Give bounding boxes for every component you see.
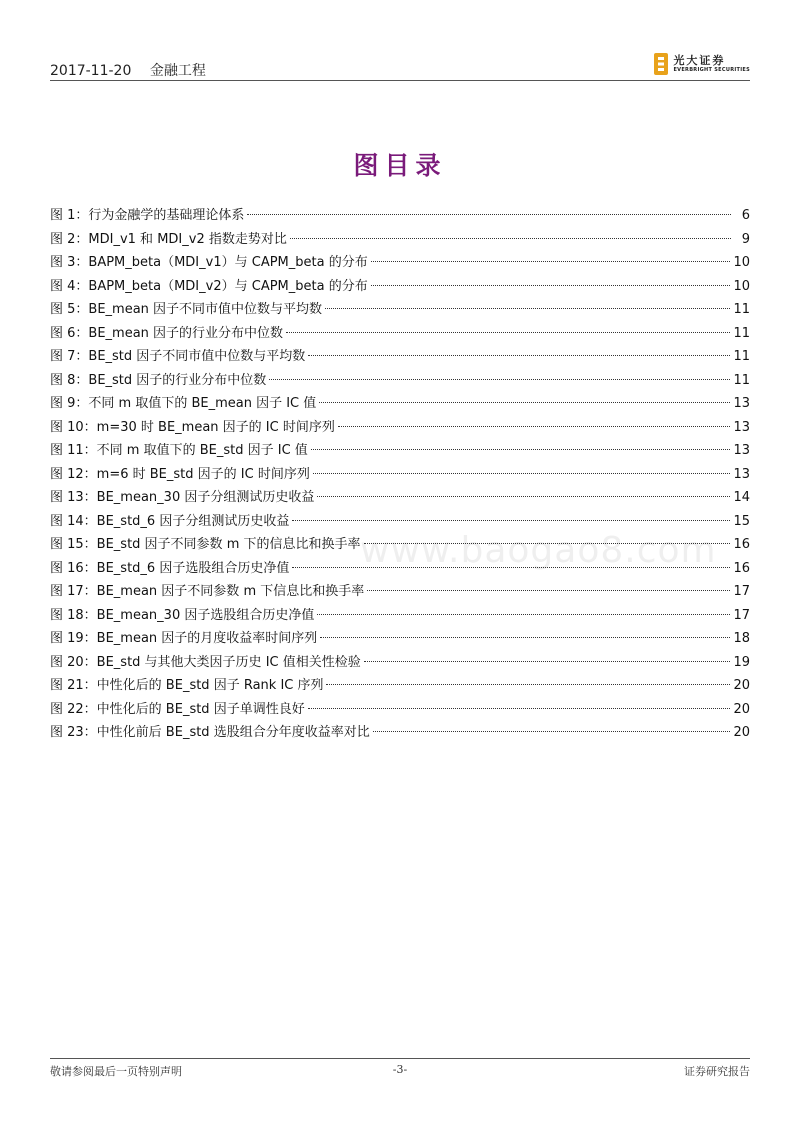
toc-entry[interactable] [50,369,750,393]
toc-leader-dots [269,379,730,380]
toc-leader-dots [286,332,730,333]
toc-leader-dots [247,214,731,215]
toc-leader-dots [292,520,730,521]
toc-entry[interactable] [50,557,750,581]
toc-entry-page[interactable]: 13 [733,396,750,411]
toc-entry-label[interactable]: 图 10：m=30 时 BE_mean 因子的 IC 时间序列 [50,419,335,435]
logo-text [673,55,750,74]
toc-entry-label[interactable]: 图 21：中性化后的 BE_std 因子 Rank IC 序列 [50,678,324,693]
toc-leader-dots [371,261,731,262]
toc-entry-label[interactable]: 图 20：BE_std 与其他大类因子历史 IC 值相关性检验 [50,654,361,670]
toc-entry-label[interactable]: 图 11：不同 m 取值下的 BE_std 因子 IC 值 [50,443,308,458]
toc-entry-label[interactable]: 图 4：BAPM_beta（MDI_v2）与 CAPM_beta 的分布 [50,278,368,294]
toc-entry-page[interactable]: 11 [733,372,750,388]
toc-entry-page[interactable]: 20 [733,725,750,740]
toc-entry-page[interactable]: 10 [733,278,750,294]
toc-entry-label[interactable]: 图 7：BE_std 因子不同市值中位数与平均数 [50,349,306,364]
toc-entry-label[interactable]: 图 16：BE_std_6 因子选股组合历史净值 [50,560,290,576]
toc-entry-page[interactable]: 19 [733,654,750,670]
toc-entry[interactable] [50,651,750,675]
toc-entry-page[interactable]: 6 [741,208,750,223]
toc-entry-label[interactable]: 图 12：m=6 时 BE_std 因子的 IC 时间序列 [50,466,310,482]
toc-leader-dots [308,355,730,356]
report-category: 金融工程 [149,63,206,79]
toc-entry-page[interactable]: 13 [733,419,750,435]
toc-entry[interactable] [50,275,750,299]
toc-entry-label[interactable]: 图 18：BE_mean_30 因子选股组合历史净值 [50,607,315,623]
toc-entry-label[interactable]: 图 6：BE_mean 因子的行业分布中位数 [50,325,284,341]
toc-entry-page[interactable]: 13 [733,443,750,458]
toc-entry-page[interactable]: 14 [733,490,750,505]
toc-leader-dots [364,661,731,662]
watermark: www.baogao8.com [360,530,717,571]
toc-entry[interactable] [50,251,750,275]
toc-leader-dots [311,449,731,450]
toc-entry-label[interactable]: 图 22：中性化后的 BE_std 因子单调性良好 [50,701,305,717]
toc-entry[interactable] [50,345,750,369]
toc-entry-page[interactable]: 20 [733,701,750,717]
toc-entry-label[interactable]: 图 19：BE_mean 因子的月度收益率时间序列 [50,631,318,646]
toc-entry[interactable] [50,627,750,651]
toc-entry[interactable] [50,228,750,252]
toc-entry-label[interactable]: 图 14：BE_std_6 因子分组测试历史收益 [50,513,290,529]
figure-list [50,204,750,745]
toc-entry[interactable] [50,533,750,557]
toc-entry-page[interactable]: 13 [733,466,750,482]
toc-entry-page[interactable]: 17 [733,607,750,623]
header-info [50,60,206,80]
toc-leader-dots [326,684,730,685]
toc-entry[interactable] [50,721,750,745]
toc-leader-dots [292,567,730,568]
toc-entry-label[interactable]: 图 5：BE_mean 因子不同市值中位数与平均数 [50,302,323,317]
toc-entry-label[interactable]: 图 8：BE_std 因子的行业分布中位数 [50,372,267,388]
toc-entry[interactable] [50,674,750,698]
toc-entry-label[interactable]: 图 3：BAPM_beta（MDI_v1）与 CAPM_beta 的分布 [50,255,368,270]
toc-leader-dots [367,590,730,591]
toc-entry-page[interactable]: 11 [733,302,750,317]
toc-entry[interactable] [50,298,750,322]
toc-entry-label[interactable]: 图 2：MDI_v1 和 MDI_v2 指数走势对比 [50,231,287,247]
company-logo [654,50,750,78]
toc-entry-page[interactable]: 10 [733,255,750,270]
toc-entry[interactable] [50,486,750,510]
toc-entry[interactable] [50,439,750,463]
toc-leader-dots [338,426,731,427]
header-divider [50,80,750,81]
document-type: 证券研究报告 [684,1065,750,1078]
toc-entry-label[interactable]: 图 15：BE_std 因子不同参数 m 下的信息比和换手率 [50,537,361,552]
toc-entry[interactable] [50,392,750,416]
toc-leader-dots [313,473,731,474]
toc-entry[interactable] [50,604,750,628]
toc-leader-dots [308,708,731,709]
footer-divider [50,1058,750,1059]
toc-entry-page[interactable]: 17 [733,584,750,599]
toc-entry-label[interactable]: 图 9：不同 m 取值下的 BE_mean 因子 IC 值 [50,396,317,411]
toc-leader-dots [317,496,730,497]
report-date: 2017-11-20 [50,63,132,79]
toc-leader-dots [319,402,730,403]
page-number: -3- [392,1063,408,1076]
toc-leader-dots [373,731,731,732]
toc-leader-dots [320,637,730,638]
toc-entry-page[interactable]: 15 [733,513,750,529]
logo-english-name: EVERBRIGHT SECURITIES [673,66,750,73]
toc-entry-page[interactable]: 9 [741,231,750,247]
toc-entry-label[interactable]: 图 1：行为金融学的基础理论体系 [50,208,245,223]
toc-entry[interactable] [50,580,750,604]
toc-entry[interactable] [50,416,750,440]
toc-entry-page[interactable]: 20 [733,678,750,693]
page-header [50,53,750,80]
toc-entry[interactable] [50,463,750,487]
toc-leader-dots [371,285,731,286]
toc-leader-dots [325,308,730,309]
toc-entry-page[interactable]: 11 [733,349,750,364]
toc-entry[interactable] [50,698,750,722]
toc-leader-dots [364,543,731,544]
toc-entry[interactable] [50,322,750,346]
toc-entry-page[interactable]: 16 [733,537,750,552]
page-title: 图目录 [353,151,447,180]
toc-entry-label[interactable]: 图 23：中性化前后 BE_std 选股组合分年度收益率对比 [50,725,370,740]
toc-entry-page[interactable]: 16 [733,560,750,576]
toc-leader-dots [317,614,730,615]
toc-entry[interactable] [50,204,750,228]
logo-chinese-name: 光大证券 [673,53,726,67]
toc-entry-page[interactable]: 18 [733,631,750,646]
footer-disclaimer: 敬请参阅最后一页特别声明 [50,1065,182,1078]
toc-entry-label[interactable]: 图 13：BE_mean_30 因子分组测试历史收益 [50,490,315,505]
toc-entry[interactable] [50,510,750,534]
toc-leader-dots [290,238,731,239]
toc-entry-label[interactable]: 图 17：BE_mean 因子不同参数 m 下信息比和换手率 [50,584,365,599]
toc-entry-page[interactable]: 11 [733,325,750,341]
everbright-logo-icon [654,53,668,75]
